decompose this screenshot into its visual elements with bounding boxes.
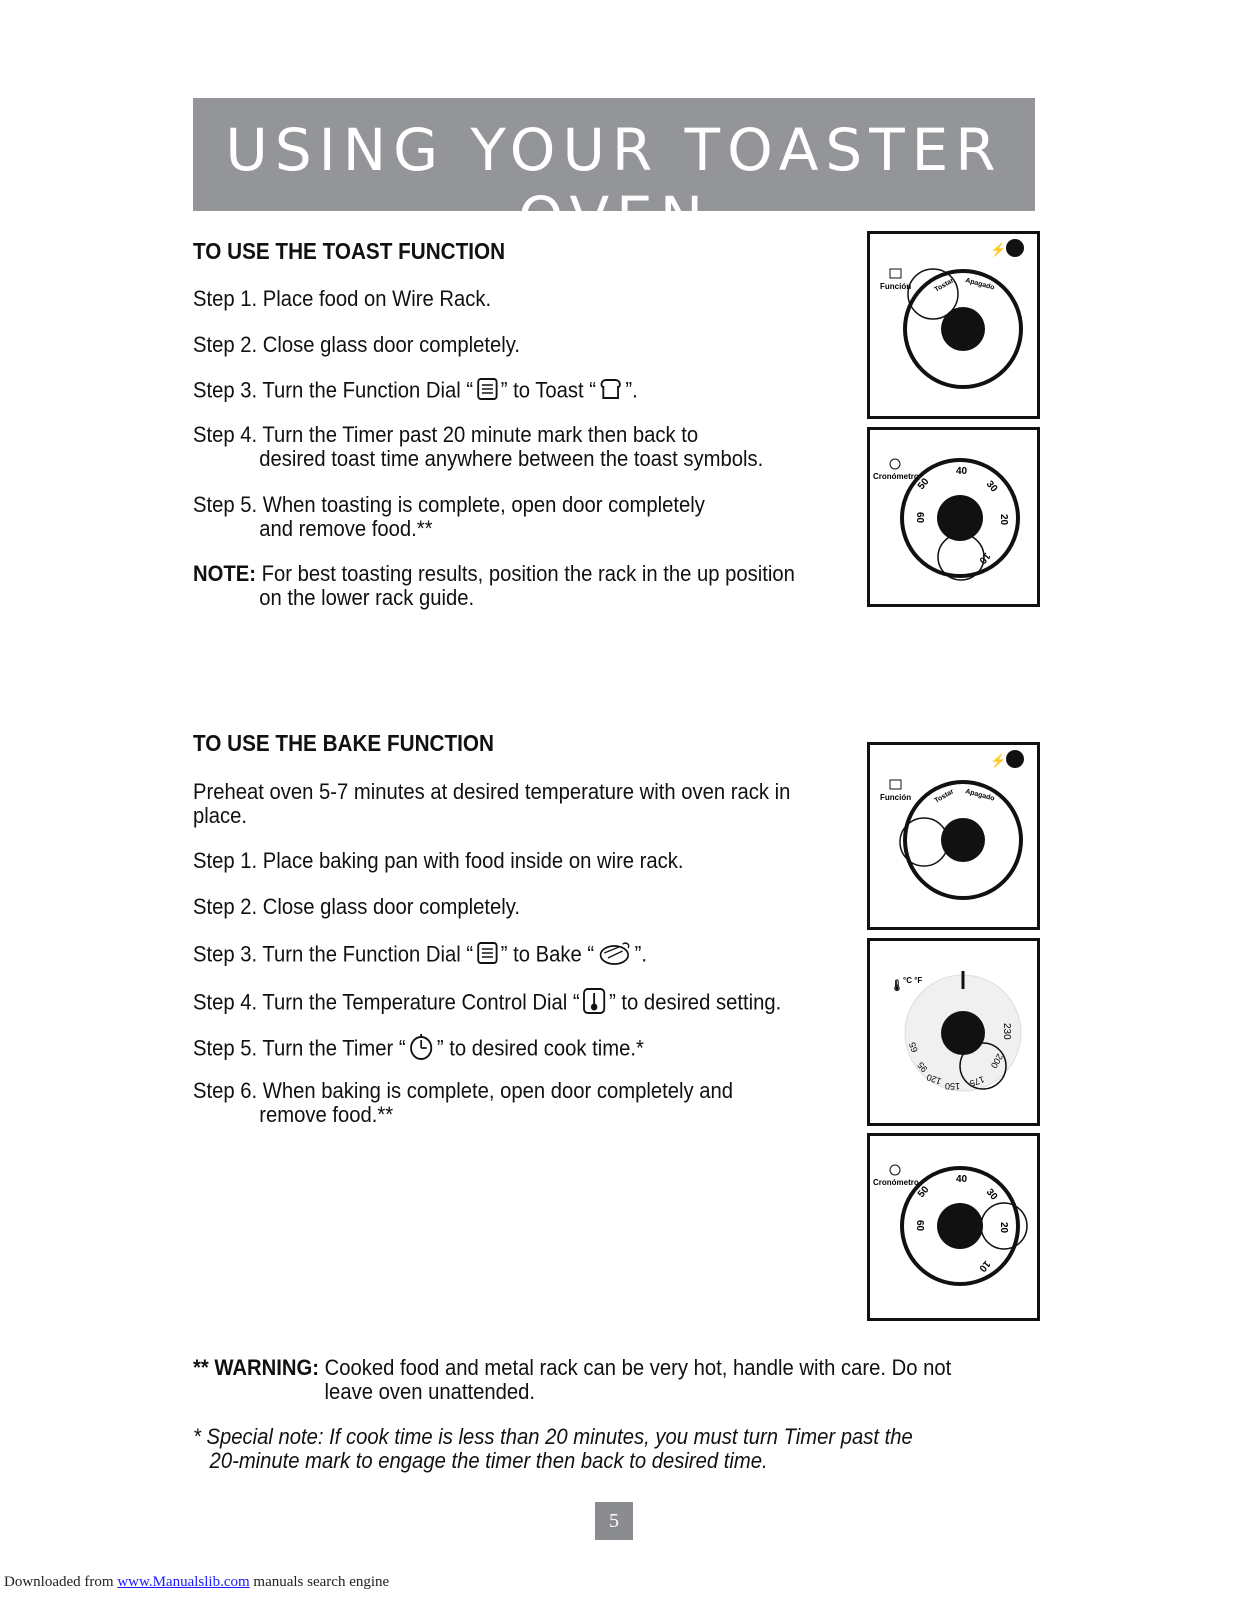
toast-step-5-line-a: Step 5. When toasting is complete, open door completely	[193, 492, 705, 517]
temp-175: 175	[968, 1074, 986, 1089]
toast-heading: TO USE THE TOAST FUNCTION	[193, 238, 506, 264]
timer-label: Cronómetro	[873, 472, 919, 481]
timer-num-50: 50	[915, 1184, 932, 1200]
temp-200: 200	[988, 1052, 1005, 1071]
toast-step-4-line-a: Step 4. Turn the Timer past 20 minute mark then back to	[193, 422, 699, 447]
bake-step-6-line-a: Step 6. When baking is complete, open door completely and	[193, 1078, 734, 1103]
timer-num-50: 50	[915, 476, 932, 492]
bake-step-6-line-b: remove food.**	[259, 1102, 394, 1127]
bake-step-5-text-a: Step 5. Turn the Timer “	[193, 1035, 406, 1061]
thermometer-small-icon: 🌡	[890, 980, 904, 992]
bake-step-3-text-a: Step 3. Turn the Function Dial “	[193, 941, 474, 967]
clock-icon	[890, 459, 900, 469]
bake-preheat-line-a: Preheat oven 5-7 minutes at desired temperature with oven rack in	[193, 779, 791, 804]
power-light	[1006, 750, 1024, 768]
toast-step-2: Step 2. Close glass door completely.	[193, 332, 521, 357]
temp-units-label: °C °F	[903, 976, 923, 985]
bake-preheat	[193, 780, 790, 828]
function-icon	[890, 269, 901, 278]
timer-num-10: 10	[976, 1258, 993, 1274]
timer-icon	[408, 1033, 434, 1066]
toast-step-1: Step 1. Place food on Wire Rack.	[193, 286, 492, 311]
bake-step-4	[193, 987, 781, 1020]
bake-step-2: Step 2. Close glass door completely.	[193, 894, 521, 919]
note-line-b: on the lower rack guide.	[259, 585, 475, 610]
toast-step-3-text-a: Step 3. Turn the Function Dial “	[193, 377, 474, 403]
highlight-circle	[900, 818, 948, 866]
toast-step-4	[193, 423, 763, 471]
power-indicator-icon: ⚡	[990, 242, 1007, 257]
function-label: Función	[880, 282, 912, 291]
function-icon	[890, 780, 901, 789]
bake-preheat-line-b: place.	[193, 803, 248, 828]
special-note	[193, 1425, 913, 1473]
bake-step-6	[193, 1079, 733, 1127]
special-note-line-a: * Special note: If cook time is less than 20 minutes, you must turn Timer past the	[193, 1424, 913, 1449]
manualslib-link[interactable]: www.Manualslib.com	[117, 1574, 250, 1590]
timer-num-30: 30	[983, 1186, 1000, 1203]
timer-num-20: 20	[998, 514, 1009, 526]
bake-step-3-text-b: ” to Bake “	[500, 941, 595, 967]
timer-num-60: 60	[914, 1220, 925, 1232]
function-label: Función	[880, 793, 912, 802]
footer-suffix: manuals search engine	[249, 1574, 390, 1590]
timer-num-30: 30	[983, 478, 1000, 495]
page-number: 5	[595, 1502, 633, 1540]
toast-step-3-text-c: ”.	[625, 377, 638, 403]
page-title: USING YOUR TOASTER OVEN	[225, 116, 1003, 252]
bake-step-4-text-b: ” to desired setting.	[609, 989, 782, 1015]
warning-label: ** WARNING:	[193, 1355, 319, 1380]
thermometer-icon	[582, 987, 606, 1020]
bake-heading: TO USE THE BAKE FUNCTION	[193, 730, 494, 756]
timer-num-40: 40	[956, 466, 968, 477]
bake-step-3	[193, 940, 647, 971]
clock-icon	[890, 1165, 900, 1175]
timer-num-60: 60	[914, 512, 925, 524]
bake-icon	[597, 940, 632, 971]
temp-150: 150	[944, 1081, 960, 1091]
timer-label: Cronómetro	[873, 1178, 919, 1187]
timer-dial-panel-toast	[867, 427, 1040, 607]
download-footer	[4, 1574, 389, 1591]
dial-toast-word: Tostar	[933, 788, 956, 805]
power-indicator-icon: ⚡	[990, 753, 1007, 768]
bake-step-3-text-c: ”.	[634, 941, 647, 967]
function-dial-icon	[476, 377, 498, 406]
toast-step-5-line-b: and remove food.**	[259, 516, 433, 541]
timer-num-40: 40	[956, 1174, 968, 1185]
warning-line-b: leave oven unattended.	[324, 1379, 536, 1404]
dial-knob	[937, 1203, 983, 1249]
toast-note	[193, 562, 795, 610]
dial-off-word: Apagado	[964, 277, 996, 292]
toast-step-5	[193, 493, 705, 541]
toast-icon	[599, 378, 623, 405]
footer-prefix: Downloaded from	[4, 1574, 118, 1590]
temp-65: 65	[907, 1040, 920, 1054]
dial-knob	[941, 1011, 985, 1055]
temperature-dial-panel	[867, 938, 1040, 1126]
warning-line-a: Cooked food and metal rack can be very hot, handle with care. Do not	[324, 1355, 952, 1380]
toast-step-3-text-b: ” to Toast “	[500, 377, 596, 403]
bake-step-5-text-b: ” to desired cook time.*	[436, 1035, 644, 1061]
temp-120: 120	[925, 1071, 943, 1087]
function-dial-panel-toast	[867, 231, 1040, 419]
dial-toast-word: Tostar	[933, 277, 956, 294]
bake-step-1: Step 1. Place baking pan with food inside on wire rack.	[193, 848, 684, 873]
power-light	[1006, 239, 1024, 257]
function-dial-panel-bake	[867, 742, 1040, 930]
bake-step-4-text-a: Step 4. Turn the Temperature Control Dial “	[193, 989, 580, 1015]
special-note-line-b: 20-minute mark to engage the timer then back to desired time.	[209, 1448, 768, 1473]
warning-block	[193, 1356, 951, 1404]
note-line-a: For best toasting results, position the rack in the up position	[261, 561, 795, 586]
toast-step-3	[193, 377, 638, 406]
note-label: NOTE:	[193, 561, 256, 586]
timer-dial-panel-bake	[867, 1133, 1040, 1321]
temp-95: 95	[915, 1060, 930, 1075]
toast-step-4-line-b: desired toast time anywhere between the toast symbols.	[259, 446, 764, 471]
timer-num-10: 10	[976, 550, 993, 566]
bake-step-5	[193, 1033, 644, 1066]
dial-off-word: Apagado	[964, 788, 996, 803]
timer-num-20: 20	[998, 1222, 1009, 1234]
function-dial-icon	[476, 941, 498, 970]
temp-230: 230	[1001, 1023, 1012, 1040]
